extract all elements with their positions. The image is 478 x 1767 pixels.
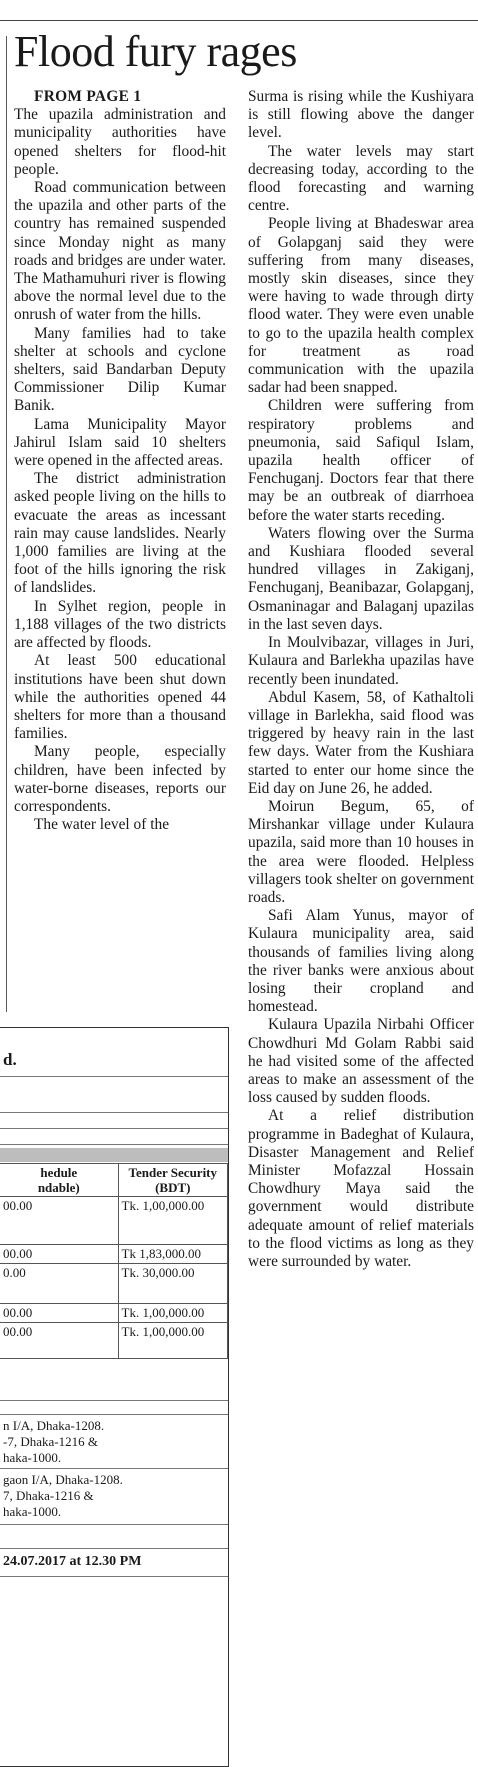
table-cell: 00.00 — [0, 1245, 118, 1264]
paragraph: At a relief distribution programme in Badeghat of Kulaura, Disaster Management and Relief Minister Mofazzal Hossain Chowdhury Maya said the government would distribute adequate amount of relief materials to the flood victims as long as they were surrounded by water. — [248, 1107, 474, 1270]
paragraph: At least 500 educational institutions have been shut down while the authorities opened 44 shelters for more than a thousand families. — [14, 652, 226, 743]
address-line: -7, Dhaka-1216 & — [3, 1434, 98, 1449]
paragraph: The water levels may start decreasing today, according to the flood forecasting and warning centre. — [248, 142, 474, 215]
column-header: hedule ndable) — [0, 1164, 118, 1197]
table-cell: 00.00 — [0, 1304, 118, 1323]
article-left-column — [14, 88, 226, 1012]
column-header: Tender Security (BDT) — [118, 1164, 227, 1197]
paragraph: In Moulvibazar, villages in Juri, Kulaura and Barlekha upazilas have recently been inundated. — [248, 634, 474, 688]
table-cell: 0.00 — [0, 1264, 118, 1304]
address-line: n I/A, Dhaka-1208. — [3, 1418, 105, 1433]
notice-rule — [0, 1112, 228, 1113]
notice-rule — [0, 1548, 228, 1549]
table-cell: Tk. 1,00,000.00 — [118, 1197, 227, 1245]
paragraph-continued: Surma is rising while the Kushiyara is still flowing above the danger level. — [248, 88, 474, 142]
table-row — [0, 1304, 228, 1323]
table-cell: Tk. 1,00,000.00 — [118, 1323, 227, 1359]
paragraph: Many people, especially children, have been infected by water-borne diseases, reports our correspondents. — [14, 743, 226, 815]
address-line: haka-1000. — [3, 1504, 62, 1519]
table-row — [0, 1197, 228, 1245]
schedule-table — [0, 1163, 228, 1359]
table-cell: Tk. 1,00,000.00 — [118, 1304, 227, 1323]
paragraph: People living at Bhadeswar area of Golapganj said they were suffering from many diseases, mostly skin diseases, since they were having to wade through dirty flood water. They were even unable to go to the upazila health complex for treatment as road communication with the upazila sadar had been snapped. — [248, 215, 474, 397]
paragraph: Waters flowing over the Surma and Kushiara flooded several hundred villages in Zakiganj, Fenchuganj, Beanibazar, Golapganj, Osmaninagar and Balaganj upazilas in the last seven days. — [248, 524, 474, 633]
address-block — [3, 1472, 123, 1520]
address-line: 7, Dhaka-1216 & — [3, 1488, 94, 1503]
address-block — [3, 1418, 104, 1466]
paragraph: Lama Municipality Mayor Jahirul Islam said 10 shelters were opened in the affected areas. — [14, 415, 226, 470]
paragraph: Moirun Begum, 65, of Mirshankar village under Kulaura upazila, said more than 10 houses in the area were flooded. Helpless villagers took shelter on government roads. — [248, 797, 474, 906]
table-row — [0, 1245, 228, 1264]
notice-shaded-band — [0, 1148, 228, 1162]
paragraph: In Sylhet region, people in 1,188 villages of the two districts are affected by floods. — [14, 597, 226, 652]
notice-rule — [0, 1576, 228, 1577]
notice-rule — [0, 1144, 228, 1145]
table-cell: 00.00 — [0, 1197, 118, 1245]
paragraph: The district administration asked people living on the hills to evacuate the areas as incessant rain may cause landslides. Nearly 1,000 families are living at the foot of the hills ignoring the risk of landslides. — [14, 470, 226, 597]
dateline: FROM PAGE 1 — [34, 88, 142, 105]
table-cell: 00.00 — [0, 1323, 118, 1359]
table-row — [0, 1264, 228, 1304]
top-rule — [0, 20, 478, 21]
notice-rule — [0, 1468, 228, 1469]
paragraph: The water level of the — [34, 816, 170, 834]
address-line: gaon I/A, Dhaka-1208. — [3, 1472, 123, 1487]
table-cell: Tk 1,83,000.00 — [118, 1245, 227, 1264]
paragraph: Road communication between the upazila and other parts of the country has remained suspended since Monday night as many roads and bridges are under water. The Mathamuhuri river is flowing above the normal level due to the onrush of water from the hills. — [14, 179, 226, 324]
paragraph: Kulaura Upazila Nirbahi Officer Chowdhuri Md Golam Rabbi said he had visited some of the affected areas to make an assessment of the loss caused by sudden floods. — [248, 1016, 474, 1107]
notice-rule — [0, 1076, 228, 1077]
table-row — [0, 1323, 228, 1359]
paragraph: Safi Alam Yunus, mayor of Kulaura municipality area, said thousands of families living along the river banks were anxious about losing their cropland and homestead. — [248, 907, 474, 1016]
paragraph: Children were suffering from respiratory problems and pneumonia, said Safiqul Islam, upazila health officer of Fenchuganj. Doctors fear that there may be an outbreak of diarrhoea before the water starts receding. — [248, 397, 474, 524]
address-line: haka-1000. — [3, 1450, 62, 1465]
notice-title-fragment: d. — [3, 1050, 17, 1069]
tender-notice — [0, 1027, 229, 1767]
submission-deadline: 24.07.2017 at 12.30 PM — [3, 1554, 142, 1569]
notice-rule — [0, 1400, 228, 1401]
column-rule — [6, 36, 7, 1012]
notice-rule — [0, 1128, 228, 1129]
article-right-column — [248, 88, 474, 1766]
table-cell: Tk. 30,000.00 — [118, 1264, 227, 1304]
paragraph: Many families had to take shelter at schools and cyclone shelters, said Bandarban Deputy Commissioner Dilip Kumar Banik. — [14, 324, 226, 415]
paragraph: Abdul Kasem, 58, of Kathaltoli village in Barlekha, said flood was triggered by heavy rain in the last few days. Water from the Kushiara started to enter our home since the Eid day on June 26, he added. — [248, 688, 474, 797]
headline: Flood fury rages — [14, 27, 297, 76]
notice-rule — [0, 1524, 228, 1525]
paragraph: The upazila administration and municipality authorities have opened shelters for flood-hit people. — [14, 106, 226, 178]
notice-rule — [0, 1414, 228, 1415]
